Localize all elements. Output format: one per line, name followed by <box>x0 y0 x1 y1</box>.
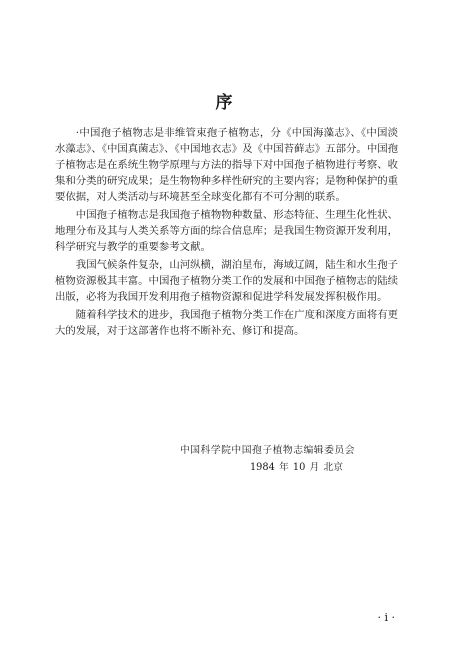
signature-date: 1984 年 10 月 北京 <box>249 462 343 473</box>
paragraph-4: 随着科学技术的进步，我国孢子植物分类工作在广度和深度方面将有更大的发展，对于这部著作也将不断补充、修订和提高。 <box>55 309 398 337</box>
paragraph-1: ·中国孢子植物志是非维管束孢子植物志，分《中国海藻志》、《中国淡水藻志》、《中国真菌志》、《中国地衣志》及《中国苔藓志》五部分。中国孢子植物志是在系统生物学原理与方法的指导下对中国孢子植物进行考察、收集和分类的研究成果；是生物物种多样性研究的主要内容；是物种保护的重要依据，对人类活动与环境甚至全球变化都有不可分割的联系。 <box>55 127 398 203</box>
signature-organization: 中国科学院中国孢子植物志编辑委员会 <box>179 445 355 456</box>
page-title: 序 <box>215 93 235 113</box>
paragraph-2: 中国孢子植物志是我国孢子植物物种数量、形态特征、生理生化性状、地理分布及其与人类关系等方面的综合信息库；是我国生物资源开发利用，科学研究与教学的重要参考文献。 <box>55 209 398 253</box>
paragraph-3: 我国气候条件复杂，山河纵横，湖泊星布，海域辽阔，陆生和水生孢子植物资源极其丰富。中国孢子植物分类工作的发展和中国孢子植物志的陆续出版，必将为我国开发利用孢子植物资源和促进学科发展发挥积极作用。 <box>55 259 398 303</box>
preface-body <box>55 125 398 341</box>
page-number: · i · <box>377 611 395 624</box>
